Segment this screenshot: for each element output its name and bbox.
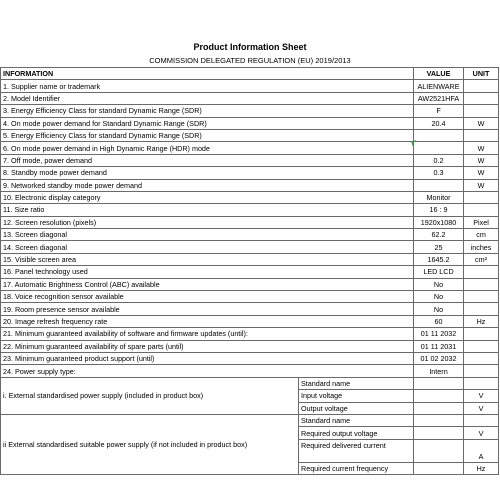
table-row	[1, 266, 499, 278]
row-unit: W	[464, 179, 499, 191]
sheet-title: Product Information Sheet	[193, 42, 307, 52]
table-row	[1, 80, 499, 92]
row-label: 19. Room presence sensor available	[1, 303, 414, 315]
row-value: 0.3	[414, 167, 464, 179]
row-label: 24. Power supply type:	[1, 365, 414, 377]
table-row	[1, 117, 499, 129]
row-unit: cm²	[464, 253, 499, 265]
row-unit: W	[464, 117, 499, 129]
row-unit	[464, 365, 499, 377]
psu-group-label: ii External standardised suitable power supply (if not included in product box)	[1, 414, 299, 474]
row-label: 3. Energy Efficiency Class for standard Dynamic Range (SDR)	[1, 105, 414, 117]
row-unit	[464, 129, 499, 141]
table-row	[1, 278, 499, 290]
row-unit	[464, 191, 499, 203]
row-value: 16 : 9	[414, 204, 464, 216]
row-unit: inches	[464, 241, 499, 253]
psu-unit: V	[464, 390, 499, 402]
row-unit: W	[464, 167, 499, 179]
row-value: LED LCD	[414, 266, 464, 278]
psu-sub-label: Required current frequency	[299, 462, 414, 474]
psu-value	[414, 414, 464, 426]
row-label: 21. Minimum guaranteed availability of software and firmware updates (until):	[1, 328, 414, 340]
row-label: 8. Standby mode power demand	[1, 167, 414, 179]
row-value: F	[414, 105, 464, 117]
row-label: 6. On mode power demand in High Dynamic Range (HDR) mode	[1, 142, 414, 154]
row-label: 9. Networked standby mode power demand	[1, 179, 414, 191]
psu-row	[1, 377, 499, 389]
table-row	[1, 216, 499, 228]
row-label: 10. Electronic display category	[1, 191, 414, 203]
row-label: 15. Visible screen area	[1, 253, 414, 265]
row-value: No	[414, 278, 464, 290]
row-unit: Hz	[464, 315, 499, 327]
table-row	[1, 167, 499, 179]
row-value: AW2521HFA	[414, 92, 464, 104]
row-value: ALIENWARE	[414, 80, 464, 92]
row-value: 01 11 2031	[414, 340, 464, 352]
sheet-subtitle: COMMISSION DELEGATED REGULATION (EU) 2019/2013	[149, 56, 351, 65]
row-label: 16. Panel technology used	[1, 266, 414, 278]
table-row	[1, 204, 499, 216]
row-label: 23. Minimum guaranteed product support (until)	[1, 352, 414, 364]
header-information: INFORMATION	[1, 68, 414, 80]
table-row	[1, 253, 499, 265]
psu-sub-label: Standard name	[299, 377, 414, 389]
row-value: 01 02 2032	[414, 352, 464, 364]
product-info-table	[0, 67, 499, 475]
psu-sub-label: Standard name	[299, 414, 414, 426]
row-value: 01 11 2032	[414, 328, 464, 340]
table-row	[1, 154, 499, 166]
table-row	[1, 303, 499, 315]
table-row	[1, 340, 499, 352]
row-label: 14. Screen diagonal	[1, 241, 414, 253]
row-label: 18. Voice recognition sensor available	[1, 291, 414, 303]
table-row	[1, 92, 499, 104]
row-label: 2. Model Identifier	[1, 92, 414, 104]
psu-value	[414, 439, 464, 462]
header-unit: UNIT	[464, 68, 499, 80]
row-value: 1645.2	[414, 253, 464, 265]
psu-value	[414, 462, 464, 474]
row-value	[414, 129, 464, 141]
table-row	[1, 105, 499, 117]
row-value: 62.2	[414, 229, 464, 241]
row-unit	[464, 266, 499, 278]
row-value: 60	[414, 315, 464, 327]
row-unit	[464, 291, 499, 303]
table-row	[1, 328, 499, 340]
row-unit	[464, 328, 499, 340]
psu-unit: Hz	[464, 462, 499, 474]
row-label: 13. Screen diagonal	[1, 229, 414, 241]
row-label: 4. On mode power demand for Standard Dynamic Range (SDR)	[1, 117, 414, 129]
table-row	[1, 365, 499, 377]
psu-row	[1, 414, 499, 426]
psu-unit	[464, 414, 499, 426]
row-label: 22. Minimum guaranteed availability of spare parts (until)	[1, 340, 414, 352]
psu-unit	[464, 377, 499, 389]
row-value: Intern	[414, 365, 464, 377]
row-value: Monitor	[414, 191, 464, 203]
row-value: 20.4	[414, 117, 464, 129]
row-value: 1920x1080	[414, 216, 464, 228]
table-row	[1, 142, 499, 154]
row-unit: W	[464, 142, 499, 154]
row-label: 1. Supplier name or trademark	[1, 80, 414, 92]
row-label: 7. Off mode, power demand	[1, 154, 414, 166]
table-row	[1, 129, 499, 141]
row-unit	[464, 352, 499, 364]
row-label: 20. Image refresh frequency rate	[1, 315, 414, 327]
row-unit: cm	[464, 229, 499, 241]
psu-unit: V	[464, 427, 499, 439]
row-value: 0.2	[414, 154, 464, 166]
row-value: No	[414, 303, 464, 315]
psu-value	[414, 377, 464, 389]
row-unit	[464, 105, 499, 117]
row-unit	[464, 204, 499, 216]
row-unit: W	[464, 154, 499, 166]
table-row	[1, 352, 499, 364]
row-label: 12. Screen resolution (pixels)	[1, 216, 414, 228]
row-unit: Pixel	[464, 216, 499, 228]
psu-value	[414, 390, 464, 402]
table-row	[1, 291, 499, 303]
row-value: No	[414, 291, 464, 303]
row-label: 17. Automatic Brightness Control (ABC) available	[1, 278, 414, 290]
psu-sub-label: Required delivered current	[299, 439, 414, 462]
row-value	[414, 179, 464, 191]
row-value	[414, 142, 464, 154]
psu-value	[414, 402, 464, 414]
psu-unit: A	[464, 439, 499, 462]
row-unit	[464, 278, 499, 290]
header-value: VALUE	[414, 68, 464, 80]
row-unit	[464, 92, 499, 104]
psu-unit: V	[464, 402, 499, 414]
row-unit	[464, 340, 499, 352]
table-row	[1, 179, 499, 191]
row-unit	[464, 80, 499, 92]
table-header-row	[1, 68, 499, 80]
psu-sub-label: Output voltage	[299, 402, 414, 414]
table-row	[1, 229, 499, 241]
row-label: 11. Size ratio	[1, 204, 414, 216]
table-row	[1, 191, 499, 203]
table-row	[1, 241, 499, 253]
psu-value	[414, 427, 464, 439]
psu-sub-label: Required output voltage	[299, 427, 414, 439]
row-value: 25	[414, 241, 464, 253]
row-label: 5. Energy Efficiency Class for standard Dynamic Range (SDR)	[1, 129, 414, 141]
psu-group-label: i. External standardised power supply (included in product box)	[1, 377, 299, 414]
row-unit	[464, 303, 499, 315]
table-row	[1, 315, 499, 327]
psu-sub-label: Input voltage	[299, 390, 414, 402]
